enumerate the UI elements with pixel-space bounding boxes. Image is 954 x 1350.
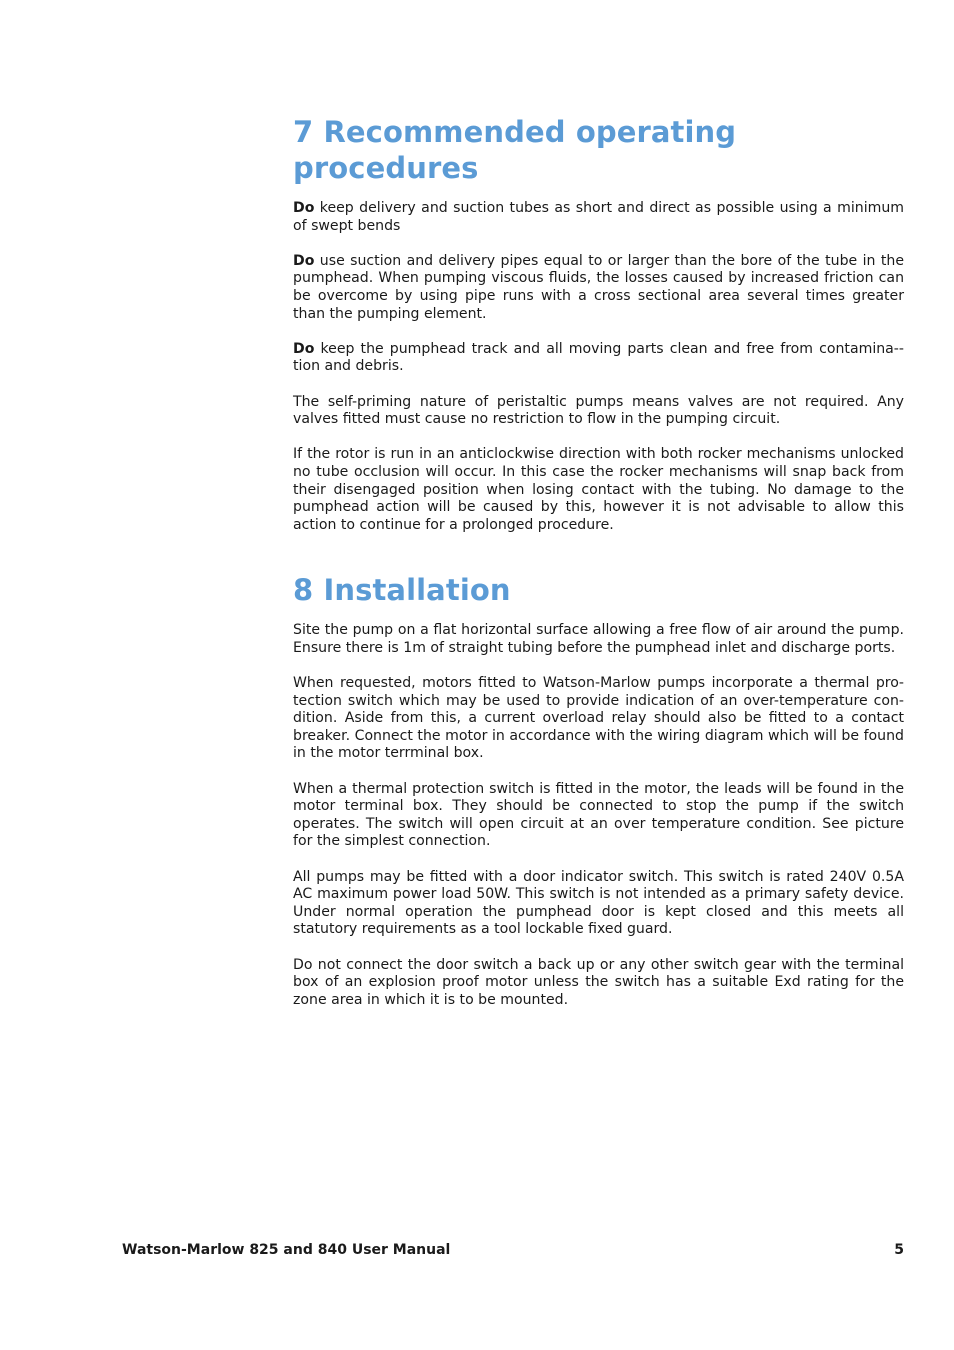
do-lead: Do xyxy=(293,340,315,357)
page-number: 5 xyxy=(894,1242,904,1258)
paragraph-text: keep the pumphead track and all moving parts clean and free from contamina-tion and debris. xyxy=(293,340,904,375)
paragraph: All pumps may be fitted with a door indicator switch. This switch is rated 240V 0.5A AC maximum power load 50W. This switch is not intended as a primary safety device. Under normal operation the pumphead door is kept closed and this meets all statutory requirements as a tool lockable fixed guard. xyxy=(293,868,904,938)
paragraph: When requested, motors fitted to Watson-Marlow pumps incorporate a thermal protection switch which may be used to provide indication of an over-temperature condition. Aside from this, a current overload relay should also be fitted to a contact breaker. Connect the motor in accordance with the wiring diagram which will be found in the motor terrminal box. xyxy=(293,675,904,762)
paragraph-text: use suction and delivery pipes equal to or larger than the bore of the tube in the pumphead. When pumping viscous fluids, the losses caused by increased friction can be overcome by using pipe runs with a cross sectional area several times greater than the pumping element. xyxy=(293,252,904,322)
page-footer xyxy=(122,1241,904,1259)
do-lead: Do xyxy=(293,252,315,269)
do-lead: Do xyxy=(293,200,315,216)
section-8-heading: 8 Installation xyxy=(293,573,511,608)
paragraph xyxy=(293,341,904,376)
paragraph: Do not connect the door switch a back up or any other switch gear with the terminal box of an explosion proof motor unless the switch has a suitable Exd rating for the zone area in which it is to be mounted. xyxy=(293,956,904,1008)
page-content xyxy=(293,114,904,1027)
paragraph: The self-priming nature of peristaltic pumps means valves are not required. Any valves fitted must cause no restriction to flow in the pumping circuit. xyxy=(293,393,904,428)
paragraph: Site the pump on a flat horizontal surface allowing a free flow of air around the pump. Ensure there is 1m of straight tubing before the pumphead inlet and discharge ports. xyxy=(293,622,904,656)
paragraph xyxy=(293,200,904,235)
paragraph: If the rotor is run in an anticlockwise direction with both rocker mechanisms unlocked no tube occlusion will occur. In this case the rocker mechanisms will snap back from their disengaged position when losing contact with the tubing. No damage to the pumphead action will be caused by this, however it is not advisable to allow this action to continue for a prolonged procedure. xyxy=(293,446,904,533)
manual-title: Watson-Marlow 825 and 840 User Manual xyxy=(122,1242,451,1258)
paragraph xyxy=(293,253,904,323)
paragraph-text: keep delivery and suction tubes as short and direct as possible using a minimum of swept bends xyxy=(293,200,904,234)
section-7-heading: 7 Recommended operating procedures xyxy=(293,115,737,185)
paragraph: When a thermal protection switch is fitted in the motor, the leads will be found in the motor terminal box. They should be connected to stop the pump if the switch operates. The switch will open circuit at an over temperature condition. See picture for the simplest connection. xyxy=(293,780,904,850)
